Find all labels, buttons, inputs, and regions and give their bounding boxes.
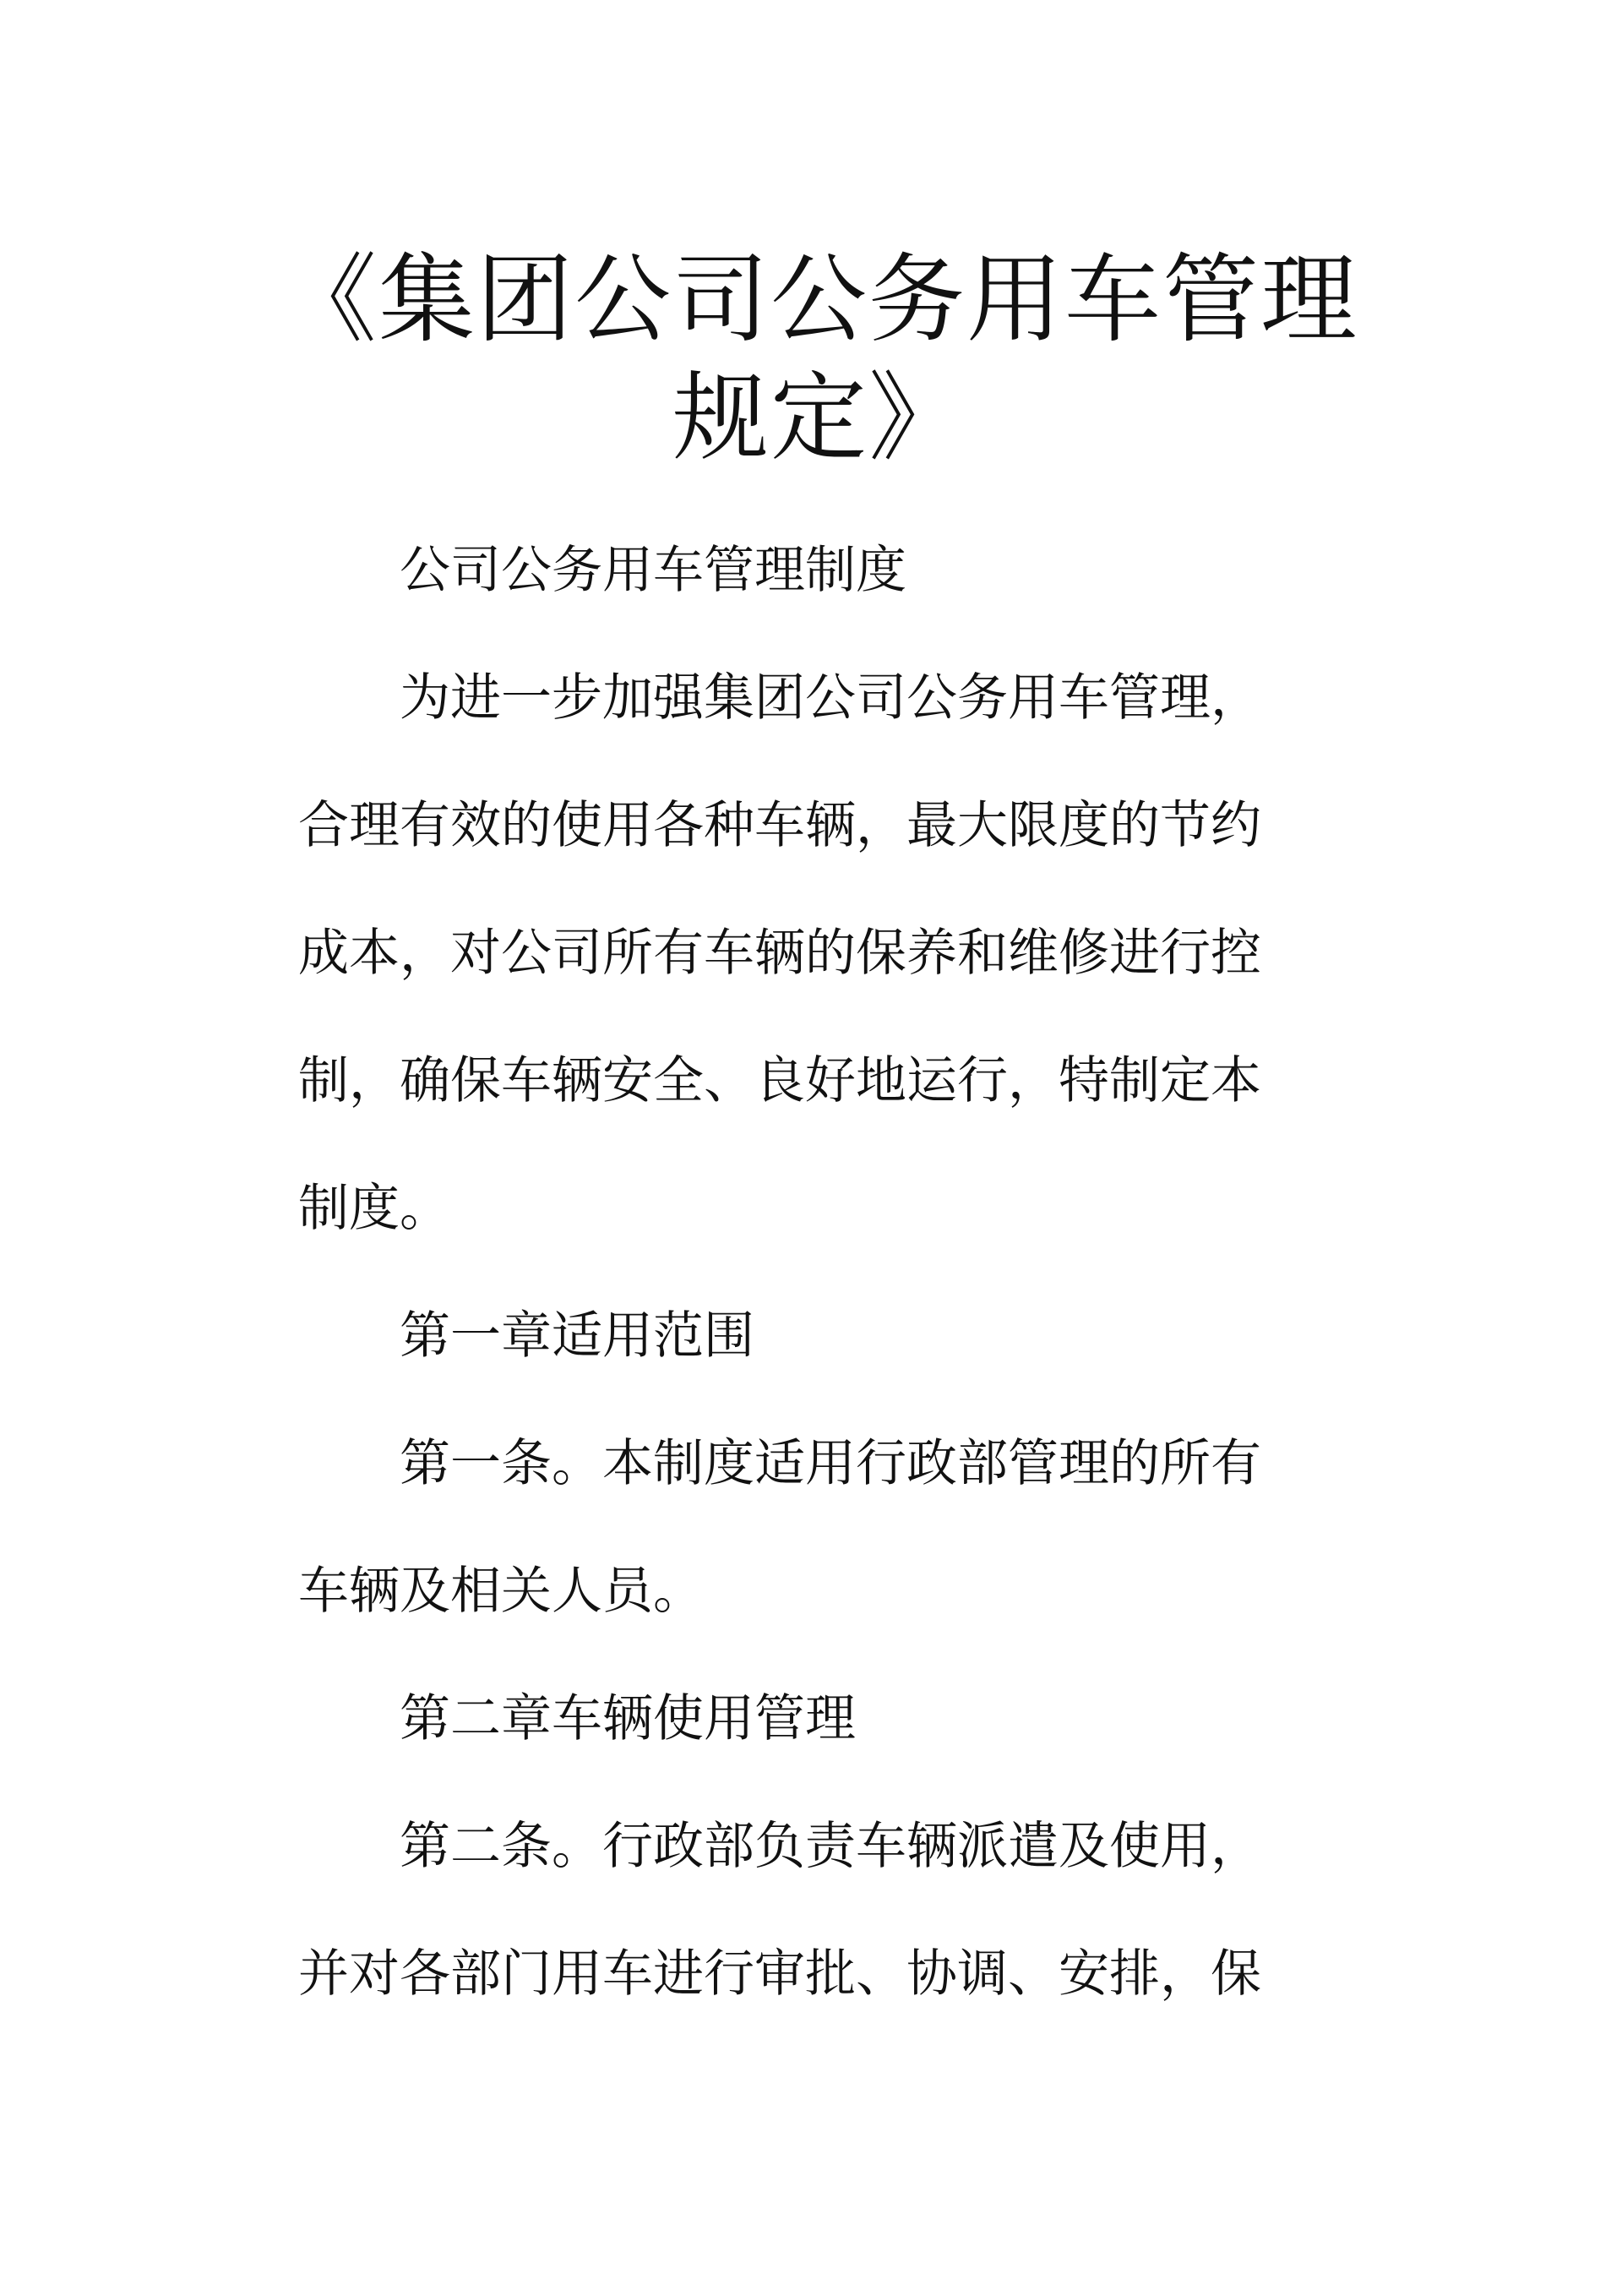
document-title (279, 241, 1360, 477)
body-line: 车辆及相关人员。 (298, 1562, 704, 1621)
document-body (298, 507, 1333, 2038)
body-line: 第二章车辆使用管理 (400, 1689, 856, 1748)
body-line: 第二条。行政部负责车辆派遣及使用， (400, 1817, 1261, 1876)
body-line: 为进一步加强集团公司公务用车管理， (400, 668, 1261, 728)
body-line: 合理有效的使用各种车辆，最大限度的节约 (298, 796, 1261, 855)
body-line: 制度。 (298, 1179, 450, 1238)
title-line-1: 《集团公司公务用车管理 (280, 243, 1358, 356)
title-line-2: 规定》 (672, 362, 966, 474)
body-line: 第一章适用范围 (400, 1306, 754, 1366)
body-line: 第一条。本制度适用行政部管理的所有 (400, 1434, 1261, 1493)
body-line: 公司公务用车管理制度 (400, 541, 906, 600)
body-line: 成本，对公司所有车辆的保养和维修进行控 (298, 924, 1261, 983)
body-line: 并对各部门用车进行审批、协调、安排，保 (298, 1944, 1261, 2004)
body-line: 制，确保车辆安全、良好地运行，特制定本 (298, 1051, 1261, 1110)
